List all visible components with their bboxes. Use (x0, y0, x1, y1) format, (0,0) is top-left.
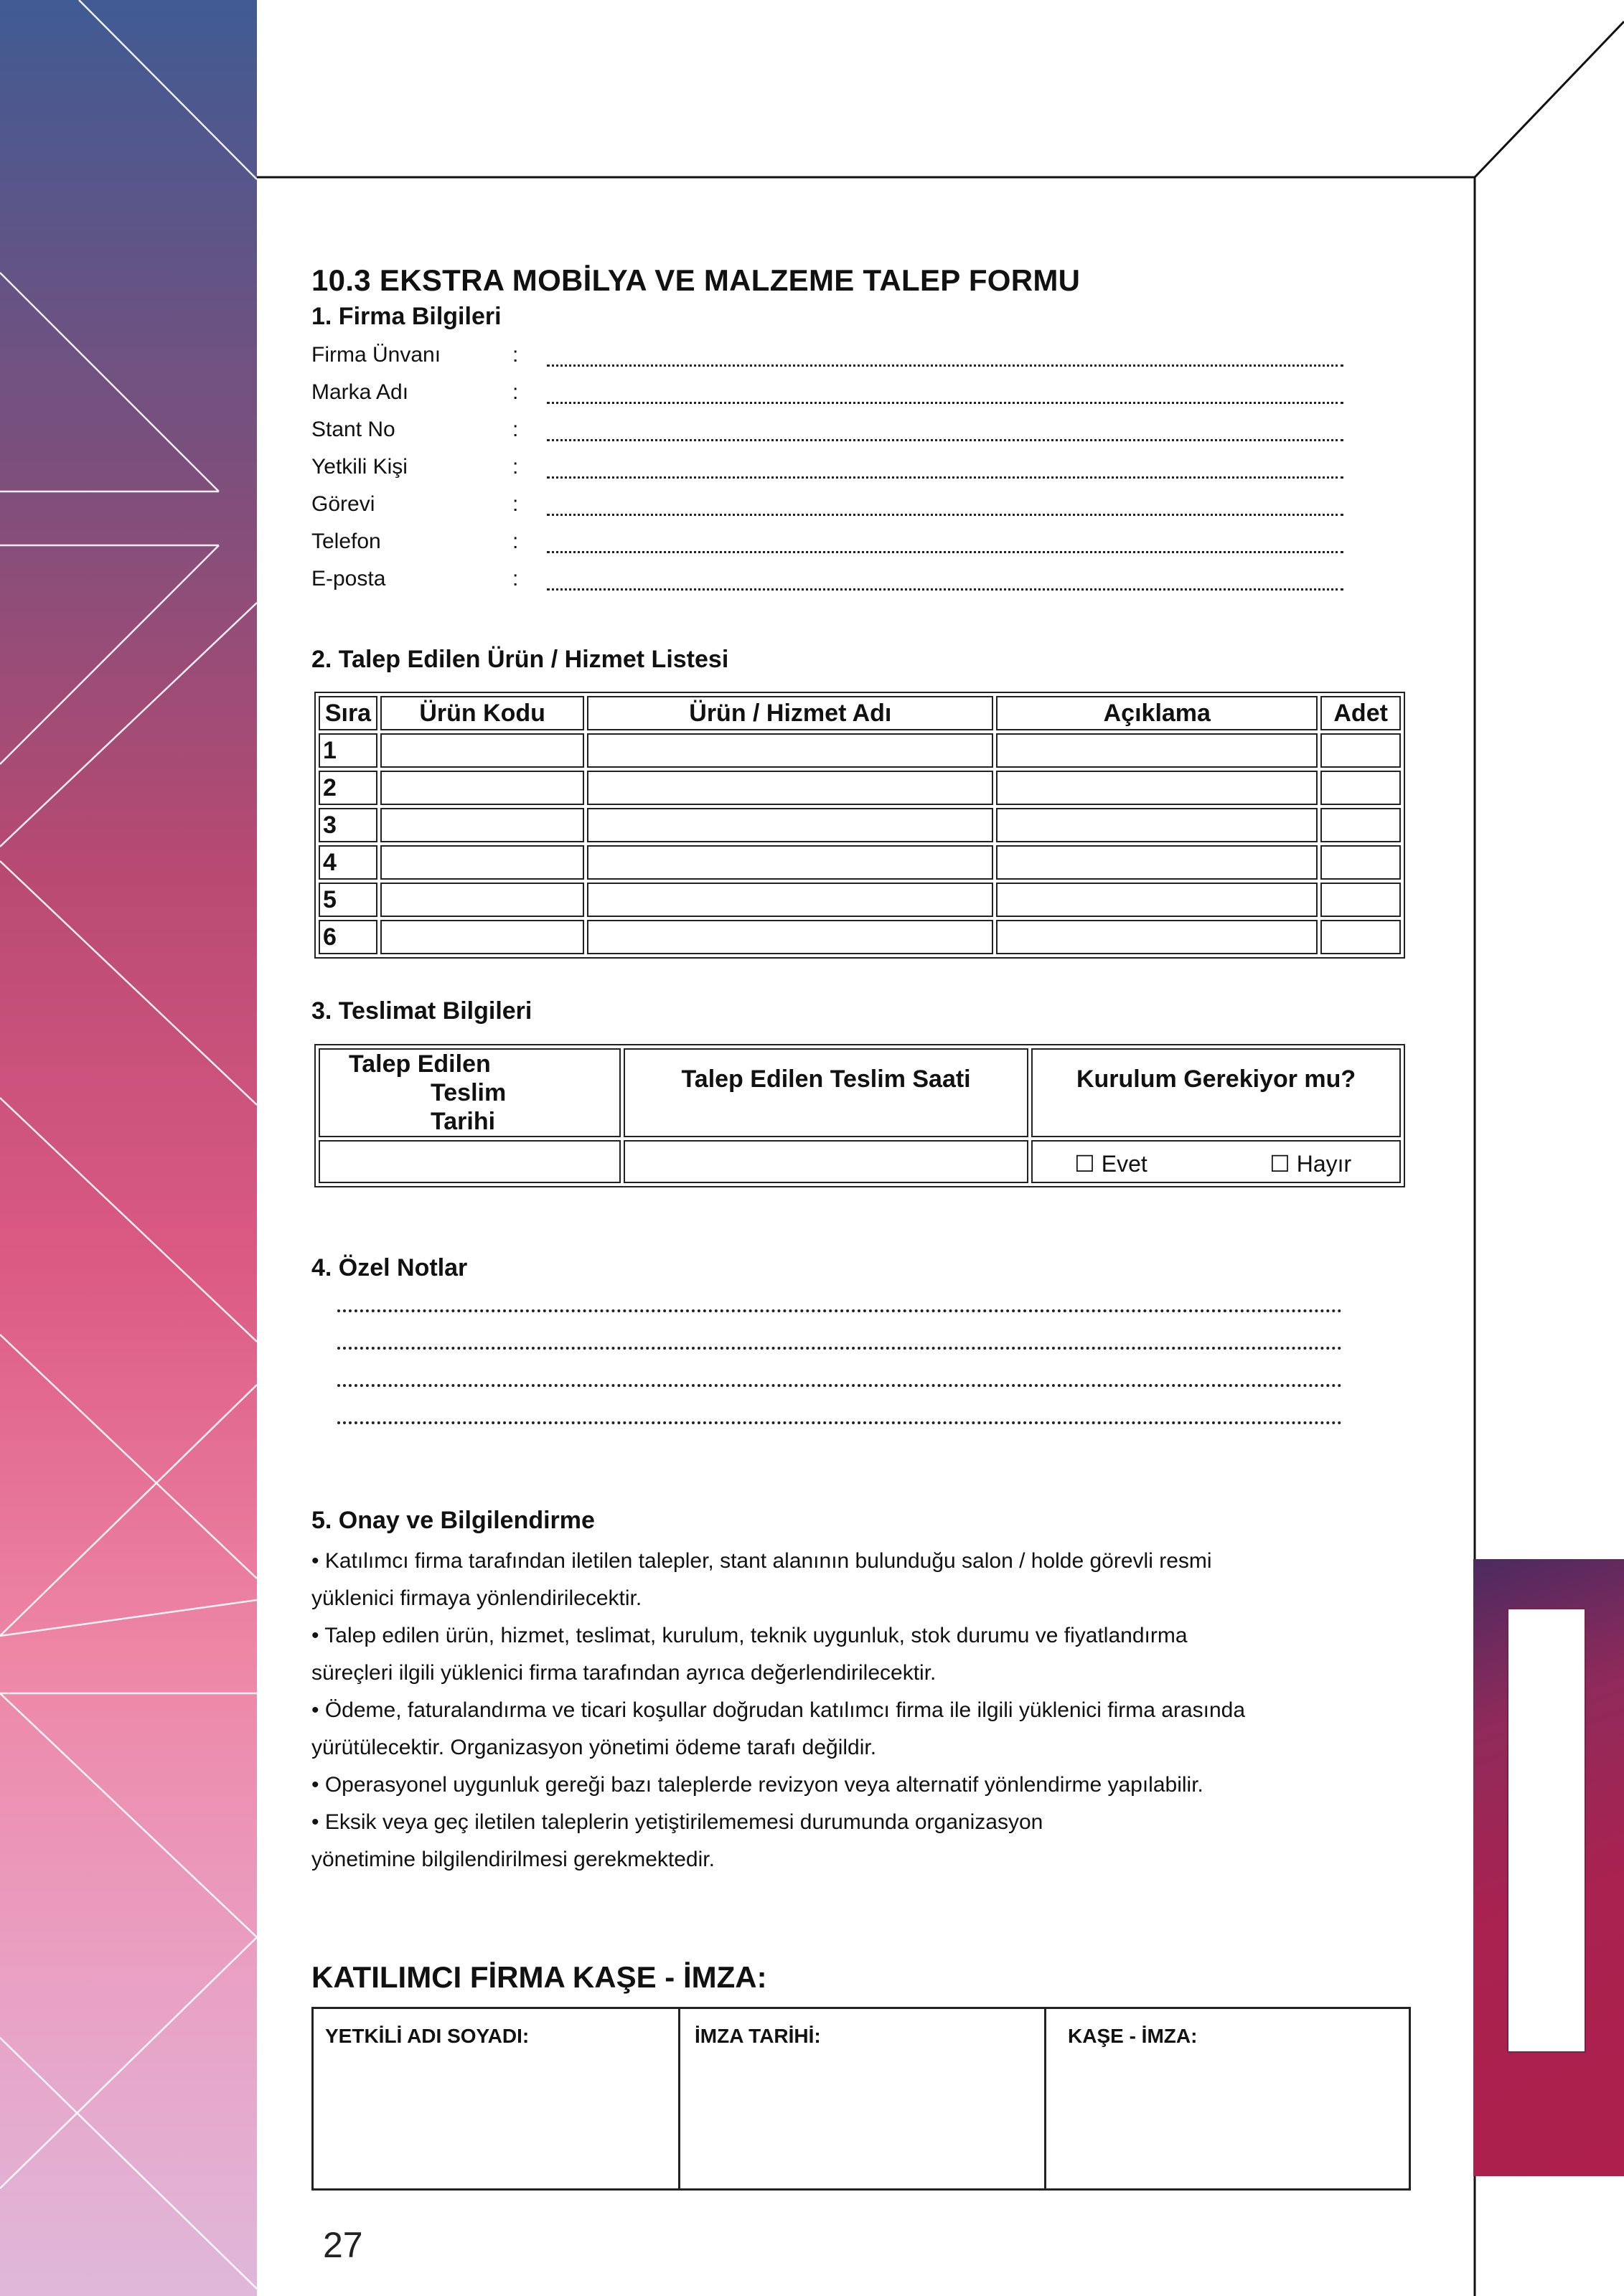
notes-line[interactable] (337, 1384, 1342, 1387)
table-row (319, 883, 1401, 917)
field-colon: : (512, 567, 519, 591)
cell-adet[interactable] (1320, 883, 1401, 917)
right-decorative-tab (1473, 1559, 1624, 2176)
bullet-line: yürütülecektir. Organizasyon yönetimi ödeme tarafı değildir. (311, 1736, 877, 1759)
product-list-table (314, 692, 1405, 959)
date-label: İMZA TARİHİ: (695, 2025, 821, 2047)
row-number: 1 (319, 733, 377, 768)
bullet-line: • Eksik veya geç iletilen taleplerin yetiştirilememesi durumunda organizasyon (311, 1810, 1043, 1834)
field-label: Firma Ünvanı (311, 343, 441, 367)
table-header-row (319, 696, 1401, 730)
column-header-sira: Sıra (319, 696, 377, 730)
bullet-line: • Operasyonel uygunluk gereği bazı taleplerde revizyon veya alternatif yönlendirme yapılabilir. (311, 1773, 1203, 1797)
cell-urun-kodu[interactable] (380, 771, 584, 805)
field-colon: : (512, 530, 519, 553)
name-label: YETKİLİ ADI SOYADI: (325, 2025, 530, 2047)
column-header-teslim-tarihi (319, 1048, 621, 1137)
field-row-marka-adi[interactable] (311, 380, 1345, 409)
page-number: 27 (323, 2225, 363, 2265)
column-header-teslim-saati: Talep Edilen Teslim Saati (624, 1048, 1028, 1137)
cell-urun-hizmet-adi[interactable] (587, 920, 993, 954)
field-row-gorevi[interactable] (311, 492, 1345, 521)
column-header-adet: Adet (1320, 696, 1401, 730)
checkbox-hayir[interactable]: ☐ Hayır (1269, 1151, 1352, 1177)
cell-urun-kodu[interactable] (380, 920, 584, 954)
bullet-line: • Katılımcı firma tarafından iletilen talepler, stant alanının bulunduğu salon / holde görevli resmi (311, 1549, 1212, 1573)
cell-urun-kodu[interactable] (380, 845, 584, 880)
cell-aciklama[interactable] (996, 771, 1318, 805)
column-header-urun-kodu: Ürün Kodu (380, 696, 584, 730)
signature-heading: KATILIMCI FİRMA KAŞE - İMZA: (311, 1960, 767, 1994)
delivery-header-row (319, 1048, 1401, 1137)
field-label: Marka Adı (311, 380, 409, 404)
table-row (319, 771, 1401, 805)
cell-adet[interactable] (1320, 845, 1401, 880)
signature-box (311, 2007, 1411, 2191)
delivery-table (314, 1044, 1405, 1187)
field-row-yetkili-kisi[interactable] (311, 455, 1345, 484)
bullet-line: yüklenici firmaya yönlendirilecektir. (311, 1586, 642, 1610)
info-bullets (311, 1543, 1417, 1878)
fill-line[interactable] (547, 551, 1343, 553)
field-colon: : (512, 380, 519, 404)
cell-aciklama[interactable] (996, 845, 1318, 880)
bullet-line: yönetimine bilgilendirilmesi gerekmektedir. (311, 1848, 715, 1871)
cell-urun-hizmet-adi[interactable] (587, 808, 993, 842)
cell-teslim-saati[interactable] (624, 1140, 1028, 1183)
cell-adet[interactable] (1320, 733, 1401, 768)
fill-line[interactable] (547, 364, 1343, 367)
section2-heading: 2. Talep Edilen Ürün / Hizmet Listesi (311, 646, 729, 673)
cell-aciklama[interactable] (996, 883, 1318, 917)
notes-line[interactable] (337, 1347, 1342, 1350)
bullet-line: • Ödeme, faturalandırma ve ticari koşullar doğrudan katılımcı firma ile ilgili yüklenici firma arasında (311, 1698, 1246, 1722)
field-label: Telefon (311, 530, 381, 553)
bullet-line: süreçleri ilgili yüklenici firma tarafından ayrıca değerlendirilecektir. (311, 1661, 937, 1685)
cell-urun-kodu[interactable] (380, 883, 584, 917)
stamp-label: KAŞE - İMZA: (1068, 2025, 1198, 2047)
field-label: Stant No (311, 418, 395, 441)
field-label: Yetkili Kişi (311, 455, 408, 479)
cell-urun-hizmet-adi[interactable] (587, 771, 993, 805)
bullet-line: • Talep edilen ürün, hizmet, teslimat, kurulum, teknik uygunluk, stok durumu ve fiyatlandırma (311, 1624, 1188, 1647)
signature-cell-name[interactable] (314, 2009, 680, 2188)
cell-teslim-tarihi[interactable] (319, 1140, 621, 1183)
fill-line[interactable] (547, 514, 1343, 516)
row-number: 5 (319, 883, 377, 917)
table-row (319, 733, 1401, 768)
table-row (319, 808, 1401, 842)
field-row-e-posta[interactable] (311, 567, 1345, 596)
signature-cell-date[interactable] (680, 2009, 1046, 2188)
fill-line[interactable] (547, 439, 1343, 441)
notes-line[interactable] (337, 1309, 1342, 1312)
cell-kurulum-options (1031, 1140, 1401, 1183)
row-number: 4 (319, 845, 377, 880)
row-number: 6 (319, 920, 377, 954)
cell-urun-hizmet-adi[interactable] (587, 883, 993, 917)
field-row-telefon[interactable] (311, 530, 1345, 558)
field-colon: : (512, 418, 519, 441)
header-line-2: Teslim (431, 1079, 507, 1106)
page-title: 10.3 EKSTRA MOBİLYA VE MALZEME TALEP FORMU (311, 263, 1081, 297)
fill-line[interactable] (547, 476, 1343, 479)
delivery-input-row (319, 1140, 1401, 1183)
section1-heading: 1. Firma Bilgileri (311, 303, 502, 330)
column-header-aciklama: Açıklama (996, 696, 1318, 730)
cell-urun-kodu[interactable] (380, 808, 584, 842)
section5-heading: 5. Onay ve Bilgilendirme (311, 1507, 595, 1534)
cell-adet[interactable] (1320, 771, 1401, 805)
field-row-firma-unvani[interactable] (311, 343, 1345, 372)
field-row-stant-no[interactable] (311, 418, 1345, 446)
checkbox-evet[interactable]: ☐ Evet (1074, 1151, 1147, 1177)
field-colon: : (512, 455, 519, 479)
field-label: E-posta (311, 567, 386, 591)
table-row (319, 845, 1401, 880)
notes-line[interactable] (337, 1421, 1342, 1424)
cell-urun-kodu[interactable] (380, 733, 584, 768)
row-number: 3 (319, 808, 377, 842)
field-colon: : (512, 492, 519, 516)
right-tab-window (1507, 1608, 1586, 2053)
row-number: 2 (319, 771, 377, 805)
cell-adet[interactable] (1320, 920, 1401, 954)
cell-aciklama[interactable] (996, 920, 1318, 954)
cell-urun-hizmet-adi[interactable] (587, 845, 993, 880)
column-header-urun-hizmet-adi: Ürün / Hizmet Adı (587, 696, 993, 730)
cell-aciklama[interactable] (996, 733, 1318, 768)
table-row (319, 920, 1401, 954)
section4-heading: 4. Özel Notlar (311, 1254, 468, 1281)
cell-aciklama[interactable] (996, 808, 1318, 842)
field-colon: : (512, 343, 519, 367)
cell-urun-hizmet-adi[interactable] (587, 733, 993, 768)
header-line-1: Talep Edilen (349, 1050, 491, 1078)
fill-line[interactable] (547, 402, 1343, 404)
header-line-3: Tarihi (431, 1108, 496, 1135)
signature-cell-stamp[interactable] (1046, 2009, 1409, 2188)
fill-line[interactable] (547, 588, 1343, 591)
section3-heading: 3. Teslimat Bilgileri (311, 997, 532, 1025)
column-header-kurulum: Kurulum Gerekiyor mu? (1031, 1048, 1401, 1137)
field-label: Görevi (311, 492, 375, 516)
cell-adet[interactable] (1320, 808, 1401, 842)
